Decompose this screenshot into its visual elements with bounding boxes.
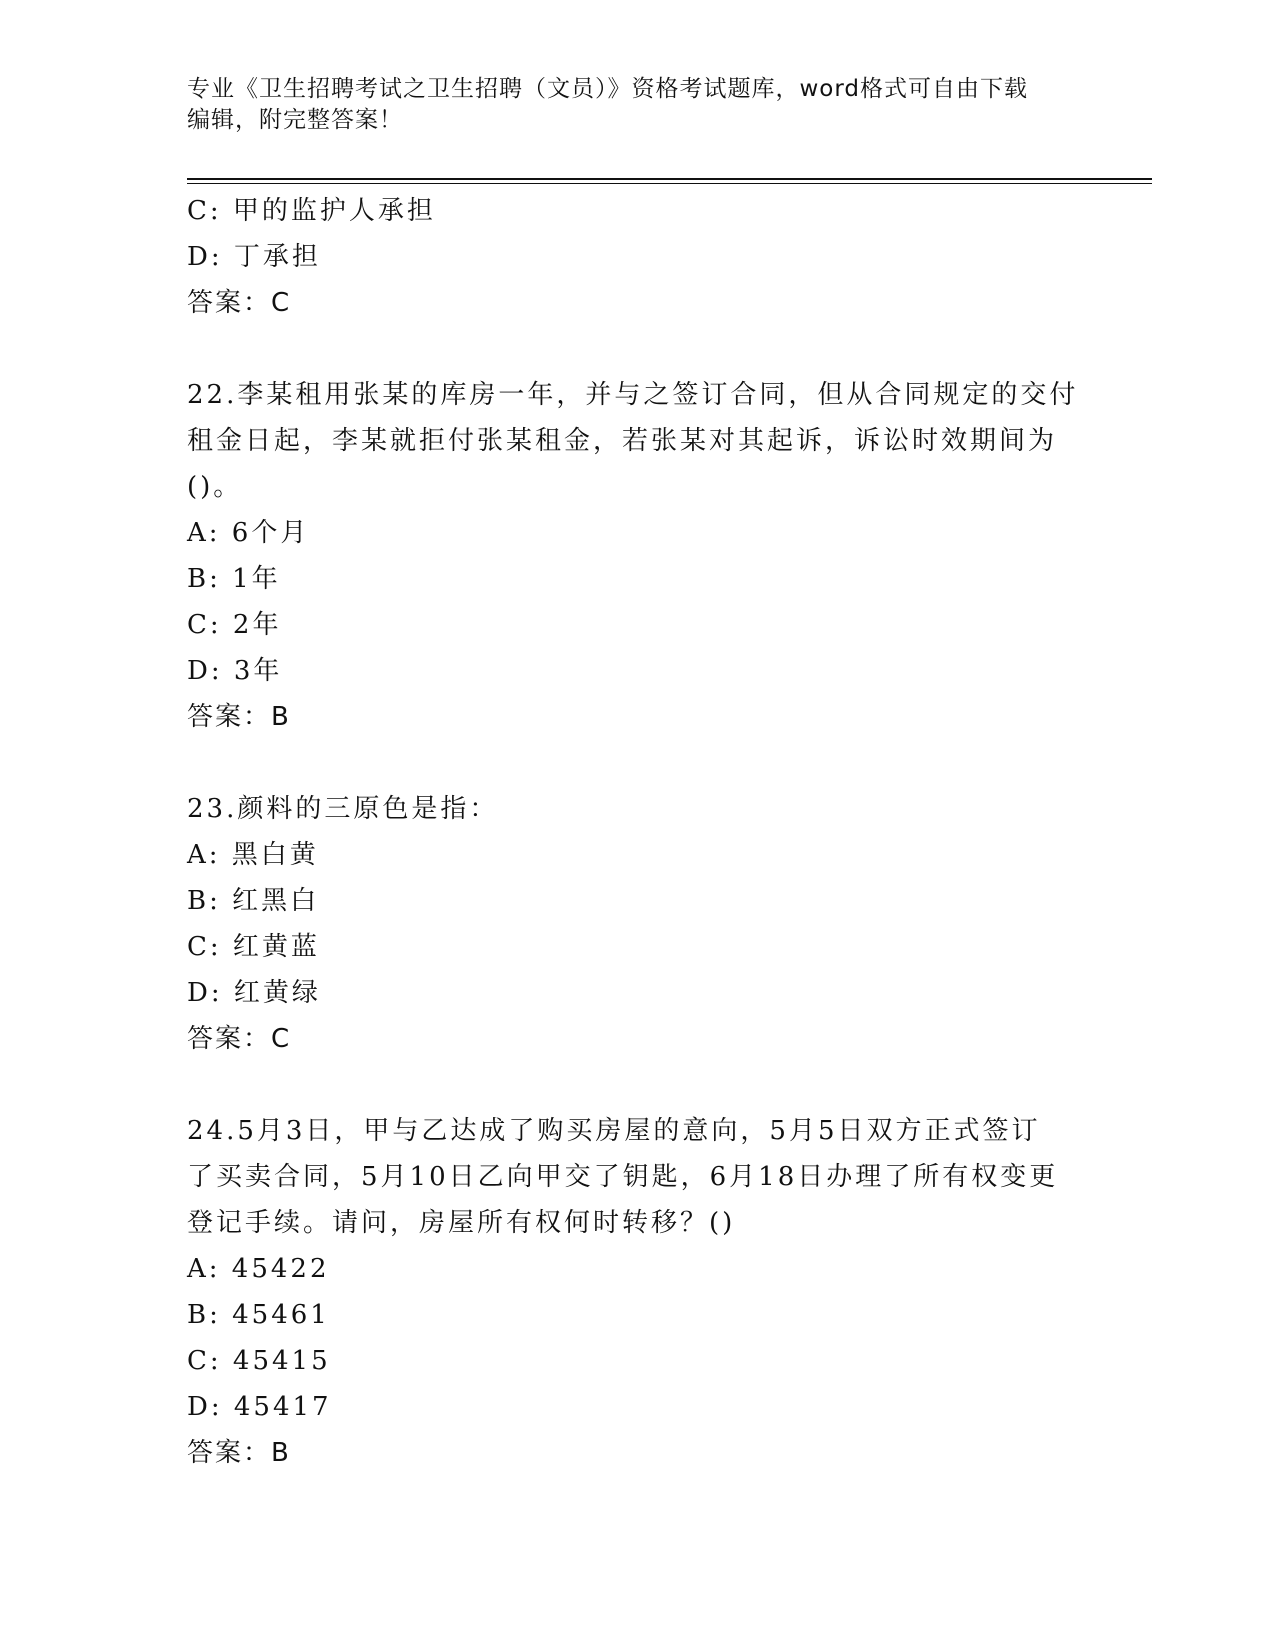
question-22 (187, 372, 1087, 740)
spacer (187, 1062, 1087, 1108)
question-list (187, 188, 1087, 1476)
question-21 (187, 188, 1087, 326)
question-text-line: 24.5月3日，甲与乙达成了购买房屋的意向，5月5日双方正式签订 (187, 1116, 1041, 1146)
spacer (187, 740, 1087, 786)
question-text-line: 登记手续。请问，房屋所有权何时转移？() (187, 1208, 736, 1238)
option-a: A: 6个月 (187, 518, 310, 548)
answer: 答案：C (187, 1024, 292, 1054)
question-text-line: ()。 (187, 472, 243, 502)
header-divider-thin (187, 183, 1152, 184)
option-c: C: 甲的监护人承担 (187, 196, 436, 226)
option-b: B: 45461 (187, 1300, 330, 1330)
header-divider-thick (187, 178, 1152, 180)
option-d: D: 红黄绿 (187, 978, 321, 1008)
option-d: D: 丁承担 (187, 242, 321, 272)
header-line-2: 编辑，附完整答案！ (187, 107, 403, 133)
question-24 (187, 1108, 1087, 1476)
document-header (187, 74, 1087, 136)
answer: 答案：B (187, 702, 291, 732)
question-text-line: 租金日起，李某就拒付张某租金，若张某对其起诉，诉讼时效期间为 (187, 426, 1058, 456)
answer: 答案：C (187, 288, 292, 318)
option-b: B: 红黑白 (187, 886, 320, 916)
option-c: C: 红黄蓝 (187, 932, 320, 962)
option-d: D: 3年 (187, 656, 283, 686)
answer: 答案：B (187, 1438, 291, 1468)
question-text-line: 22.李某租用张某的库房一年，并与之签订合同，但从合同规定的交付 (187, 380, 1079, 410)
header-line-1: 专业《卫生招聘考试之卫生招聘（文员）》资格考试题库，word格式可自由下载 (187, 76, 1029, 102)
option-a: A: 45422 (187, 1254, 330, 1284)
option-c: C: 45415 (187, 1346, 331, 1376)
question-23 (187, 786, 1087, 1062)
question-text-line: 23.颜料的三原色是指： (187, 794, 499, 824)
spacer (187, 326, 1087, 372)
option-c: C: 2年 (187, 610, 282, 640)
option-b: B: 1年 (187, 564, 281, 594)
option-d: D: 45417 (187, 1392, 332, 1422)
option-a: A: 黑白黄 (187, 840, 319, 870)
question-text-line: 了买卖合同，5月10日乙向甲交了钥匙，6月18日办理了所有权变更 (187, 1162, 1059, 1192)
